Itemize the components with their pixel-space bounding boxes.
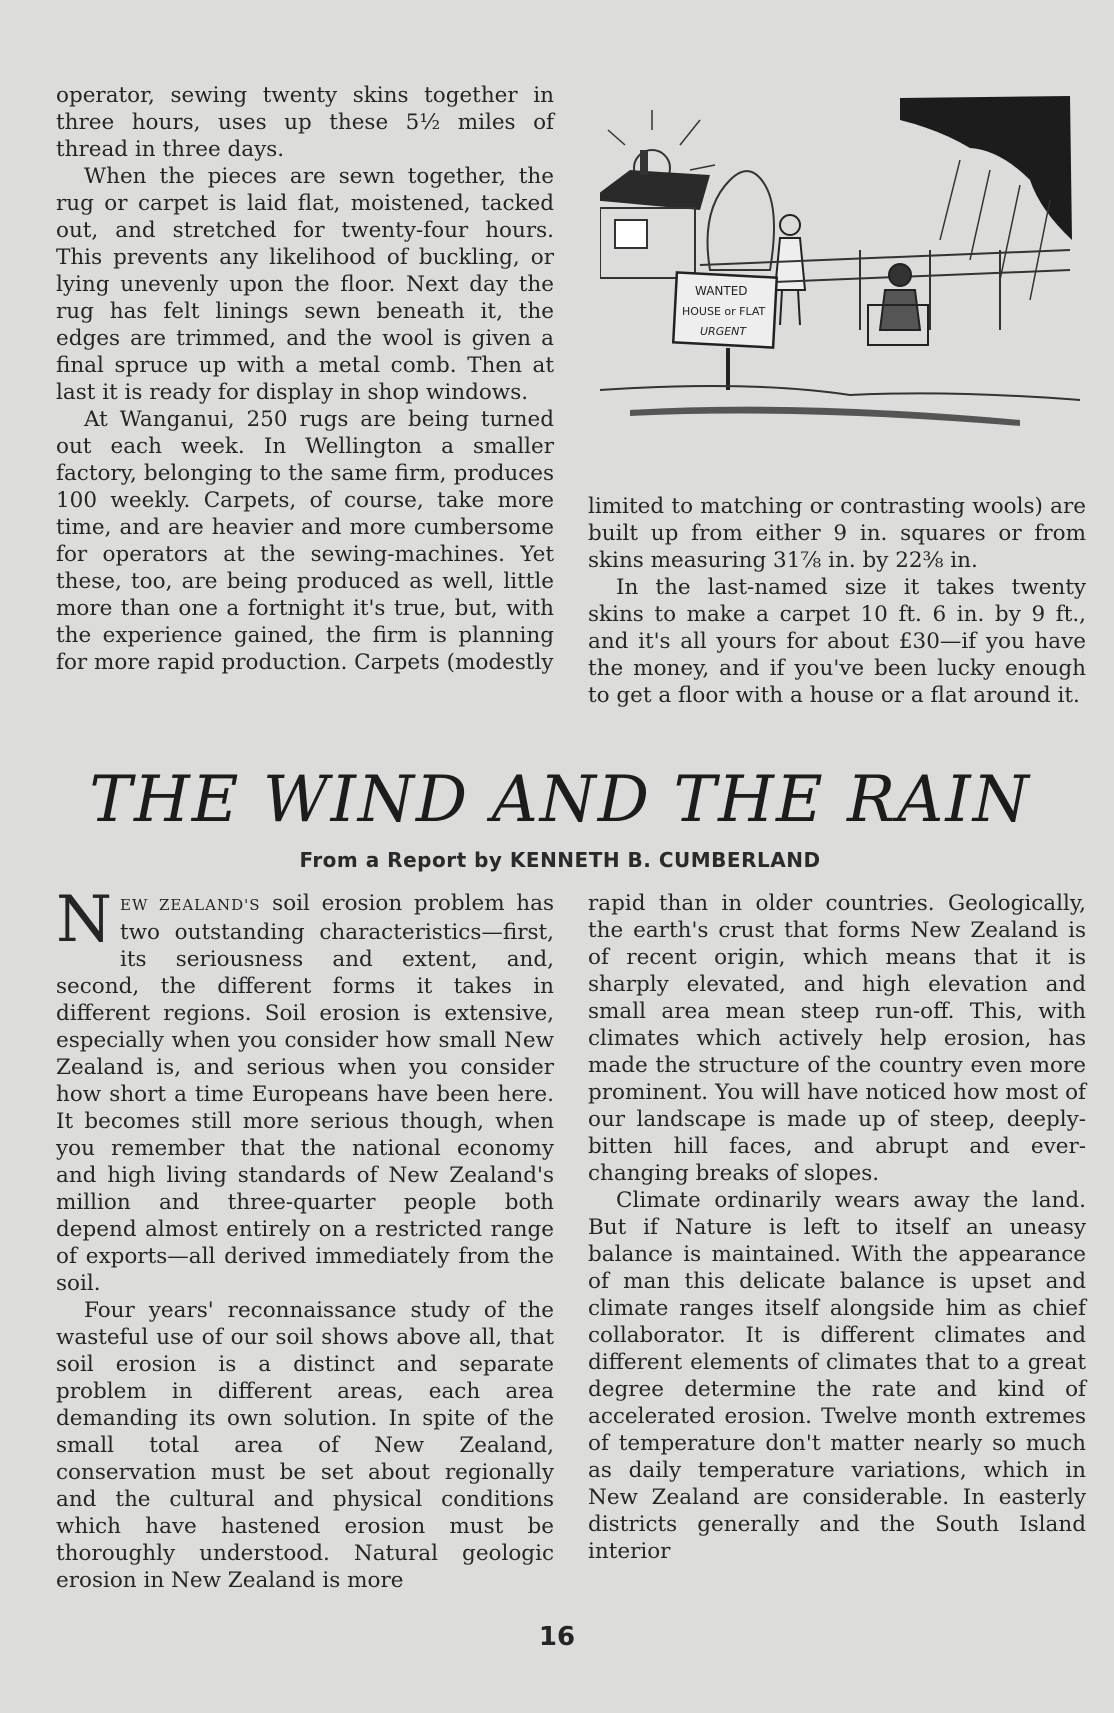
paragraph: Climate ordinarily wears away the land. But if Nature is left to itself an uneasy balance is maintained. With the appearance of man this delicate balance is upset and climate ranges itself alongside him as chief collaborator. It is different climates and different elements of climates that to a great degree determine the rate and kind of accelerated erosion. Twelve month extremes of temperature don't matter nearly so much as daily temperature variations, which in New Zealand are considerable. In easterly districts generally and the South Island interior <box>588 1188 1086 1564</box>
drop-cap: N <box>56 883 112 957</box>
page-number: 16 <box>538 1622 576 1652</box>
paragraph: Four years' reconnaissance study of the wasteful use of our soil shows above all, that soil erosion is a distinct and separate problem in different areas, each area demanding its own solution. In spite of the small total area of New Zealand, conservation must be set about regionally and the cultural and physical conditions which have hastened erosion must be thoroughly understood. Natural geologic erosion in New Zealand is more <box>56 1298 554 1593</box>
article1-right-column <box>588 493 1086 709</box>
sign-line-3: URGENT <box>700 325 747 338</box>
article1-left-column <box>56 82 554 676</box>
paragraph: limited to matching or contrasting wools) are built up from either 9 in. squares or from skins measuring 31⅞ in. by 22⅜ in. <box>588 494 1086 573</box>
article-headline: THE WIND AND THE RAIN <box>89 763 1031 837</box>
article-byline: From a Report by KENNETH B. CUMBERLAND <box>299 848 821 872</box>
wanted-sign <box>673 272 777 390</box>
paragraph: When the pieces are sewn together, the rug or carpet is laid flat, moistened, tacked out, and stretched for twenty-four hours. This prevents any likelihood of buckling, or lying unevenly upon the floor. Next day the rug has felt linings sewn beneath it, the edges are trimmed, and the wool is given a final spruce up with a metal comb. Then at last it is ready for display in shop windows. <box>56 164 554 405</box>
house-window <box>615 220 647 248</box>
ground-line <box>600 386 1080 400</box>
tree <box>708 171 775 270</box>
chimney <box>640 150 648 175</box>
paragraph: At Wanganui, 250 rugs are being turned out each week. In Wellington a smaller factory, belonging to the same firm, produces 100 weekly. Carpets, of course, take more time, and are heavier and more cumbersome for operators at the sewing-machines. Yet these, too, are being produced as well, little more than one a fortnight it's true, but, with the experience gained, the firm is planning for more rapid production. Carpets (modestly <box>56 407 554 675</box>
ground-shadow <box>630 407 1020 426</box>
cartoon-illustration <box>600 90 1080 480</box>
opening-small-caps: EW ZEALAND'S <box>120 896 261 914</box>
paragraph: operator, sewing twenty skins together in three hours, uses up these 5½ miles of thread in three days. <box>56 83 554 162</box>
house-roof <box>600 170 710 210</box>
sign-line-1: WANTED <box>695 284 748 298</box>
opening-text: soil erosion problem has two outstanding characteristics—first, its seriousness and extent, and, second, the different forms it takes in different regions. Soil erosion is extensive, especially when you consider how small New Zealand is, and serious when you consider how short a time Europeans have been here. It becomes still more serious though, when you remember that the national economy and high living standards of New Zealand's million and three-quarter people both depend almost entirely on a restricted range of exports—all derived immediately from the soil. <box>56 891 554 1296</box>
article2-left-column <box>56 883 554 1594</box>
paragraph <box>56 883 554 1297</box>
paragraph: In the last-named size it takes twenty skins to make a carpet 10 ft. 6 in. by 9 ft., and it's all yours for about £30—if you have the money, and if you've been lucky enough to get a floor with a house or a flat around it. <box>588 575 1086 708</box>
article2-right-column <box>588 890 1086 1565</box>
sign-line-2: HOUSE or FLAT <box>682 305 766 318</box>
sun-rays <box>608 110 715 170</box>
standing-man <box>775 215 805 325</box>
paragraph: rapid than in older countries. Geologically, the earth's crust that forms New Zealand is of recent origin, which means that it is sharply elevated, and high elevation and small area mean steep run-off. This, with climates which actively help erosion, has made the structure of the country even more prominent. You will have noticed how most of our landscape is made up of steep, deeply-bitten hill faces, and abrupt and ever-changing breaks of slopes. <box>588 891 1086 1186</box>
